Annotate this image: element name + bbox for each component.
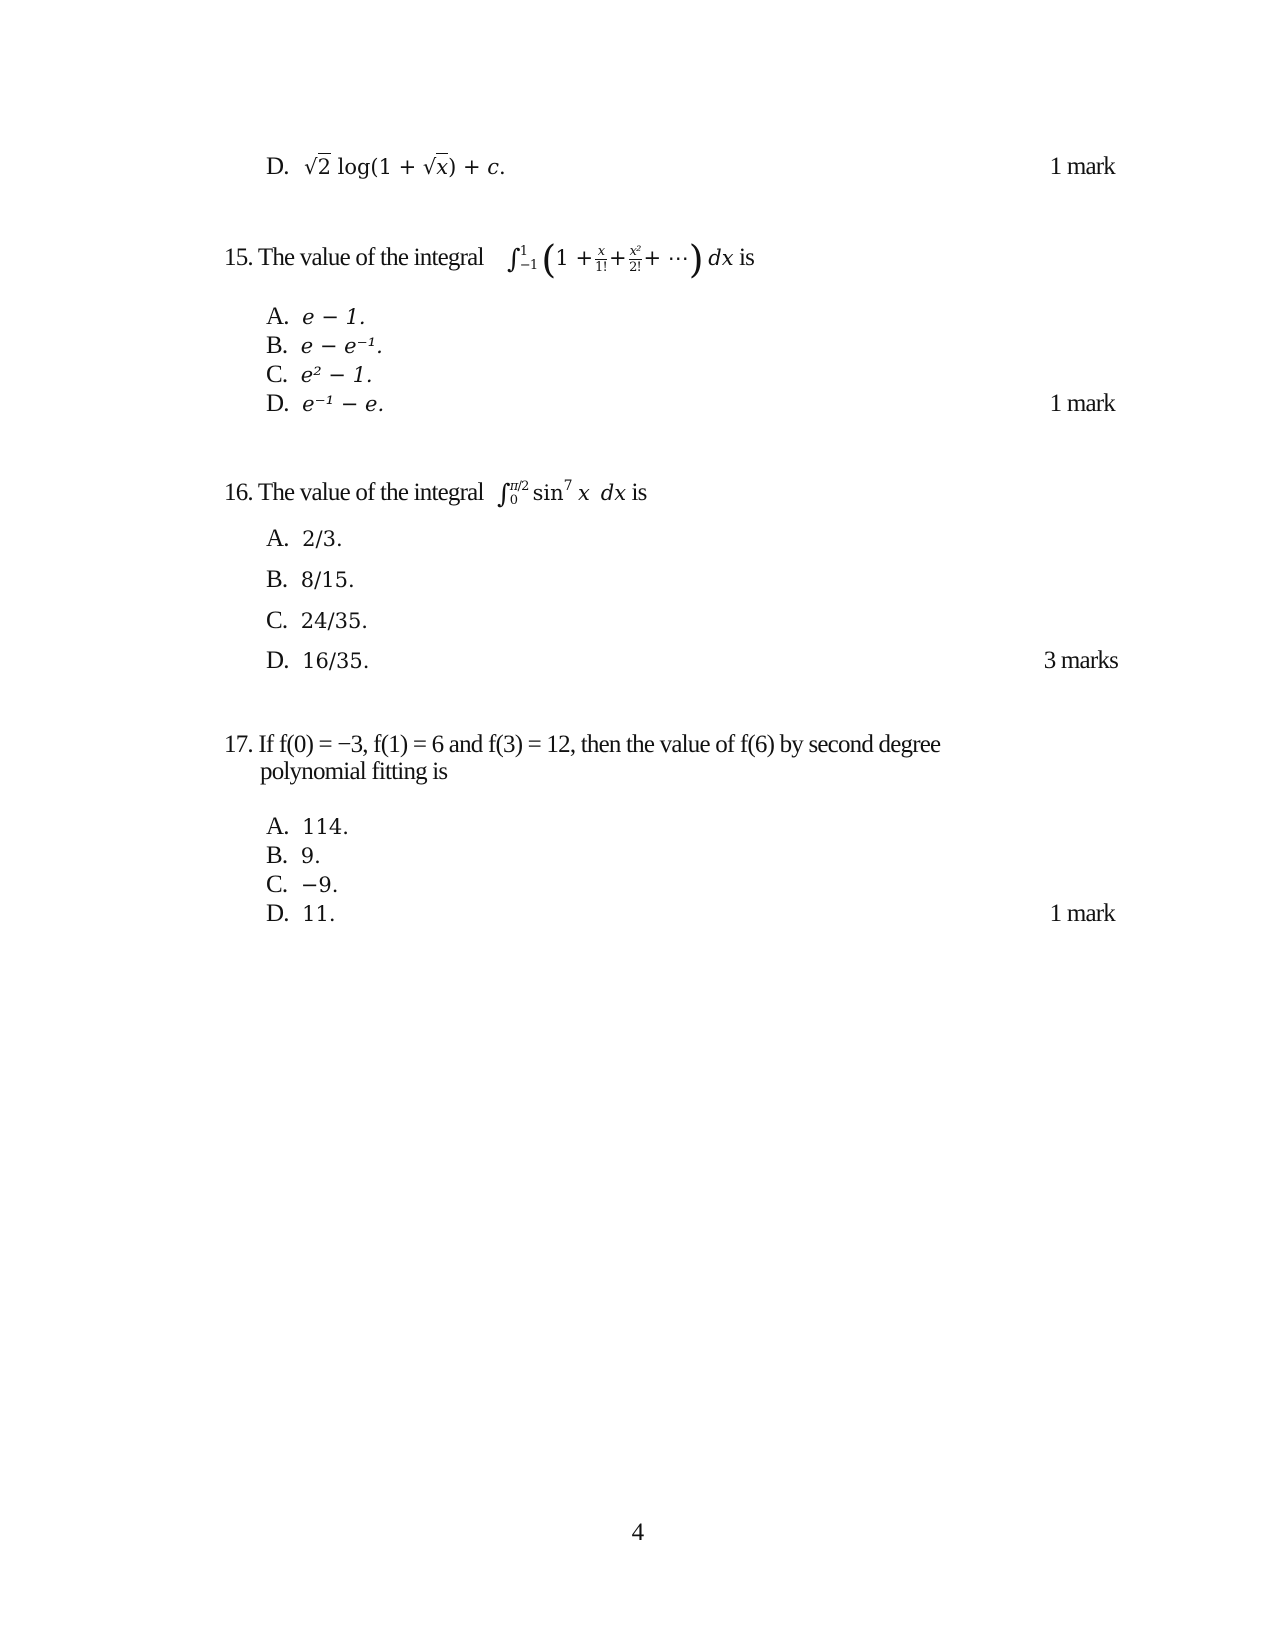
q16-option-b	[266, 565, 355, 595]
q16-marks: 3 marks	[1043, 647, 1118, 674]
q17-option-a	[266, 812, 349, 842]
q16-integral	[632, 478, 633, 479]
q16-stem	[224, 478, 647, 511]
q16-option-b-text: 8/15.	[300, 568, 355, 592]
q16-option-d	[266, 646, 369, 676]
q17-marks: 1 mark	[1049, 900, 1115, 927]
q15-option-c-label: C.	[266, 361, 288, 388]
q15-option-c-text: e² − 1.	[300, 363, 373, 387]
q17-stem-line1-text: If f(0) = −3, f(1) = 6 and f(3) = 12, then the value of f(6) by second degree	[258, 731, 941, 758]
q16-option-a-label: A.	[266, 525, 289, 552]
q15-option-d	[266, 389, 384, 419]
q17-stem-line2: polynomial fitting is	[260, 758, 448, 785]
q17-option-c-text: −9.	[300, 873, 339, 897]
q16-option-c-text: 24/35.	[300, 609, 368, 633]
q17-option-a-label: A.	[266, 813, 289, 840]
q15-integral	[739, 243, 740, 244]
q17-option-b-text: 9.	[300, 844, 321, 868]
q16-option-c	[266, 606, 368, 636]
q14-option-d: D. √2 log(1 + √x) + c.	[266, 153, 506, 180]
q16-option-a-text: 2/3.	[302, 527, 343, 551]
q17-option-d-text: 11.	[302, 902, 336, 926]
q17-option-d-label: D.	[266, 900, 289, 927]
q15-option-d-label: D.	[266, 390, 289, 417]
q15-option-b	[266, 331, 383, 361]
q15-marks: 1 mark	[1049, 390, 1115, 417]
q16-stem-text: The value of the integral	[257, 479, 484, 506]
q15-stem-text: The value of the integral	[257, 244, 484, 271]
q14-option-d-label: D.	[266, 153, 289, 180]
q15-option-b-text: e − e⁻¹.	[300, 334, 383, 358]
q15-option-b-label: B.	[266, 332, 288, 359]
q17-option-b	[266, 841, 321, 871]
q17-option-c	[266, 870, 338, 900]
q15-number: 15.	[224, 244, 253, 271]
q15-option-a	[266, 302, 366, 332]
q16-option-b-label: B.	[266, 566, 288, 593]
q17-option-a-text: 114.	[302, 815, 349, 839]
q17-number: 17.	[224, 731, 253, 758]
q14-option-d-text	[506, 152, 507, 153]
q16-option-c-label: C.	[266, 607, 288, 634]
q14-marks: 1 mark	[1049, 153, 1115, 180]
q16-option-a	[266, 524, 343, 554]
q16-integral-display: ∫ π/2 0 $\sin^7 x$ dx	[497, 478, 627, 510]
q15-integral-display: ∫ 1 −1 (1 + $\frac{x}{1!}$ + $\frac{\text{x²}}{2!}$ + ⋯) dx	[507, 237, 734, 282]
q15-stem	[224, 237, 755, 282]
q15-option-c	[266, 360, 373, 390]
q17-stem-line1	[224, 730, 940, 760]
q17-option-b-label: B.	[266, 842, 288, 869]
q16-stem-end: is	[631, 479, 647, 506]
q16-option-d-text: 16/35.	[302, 649, 370, 673]
q17-option-d	[266, 899, 336, 929]
q15-option-a-text: e − 1.	[302, 305, 366, 329]
page-number: 4	[631, 1519, 644, 1546]
q15-option-d-text: e⁻¹ − e.	[302, 392, 385, 416]
q15-stem-end: is	[739, 244, 755, 271]
q17-option-c-label: C.	[266, 871, 288, 898]
q16-option-d-label: D.	[266, 647, 289, 674]
q16-number: 16.	[224, 479, 253, 506]
q15-option-a-label: A.	[266, 303, 289, 330]
